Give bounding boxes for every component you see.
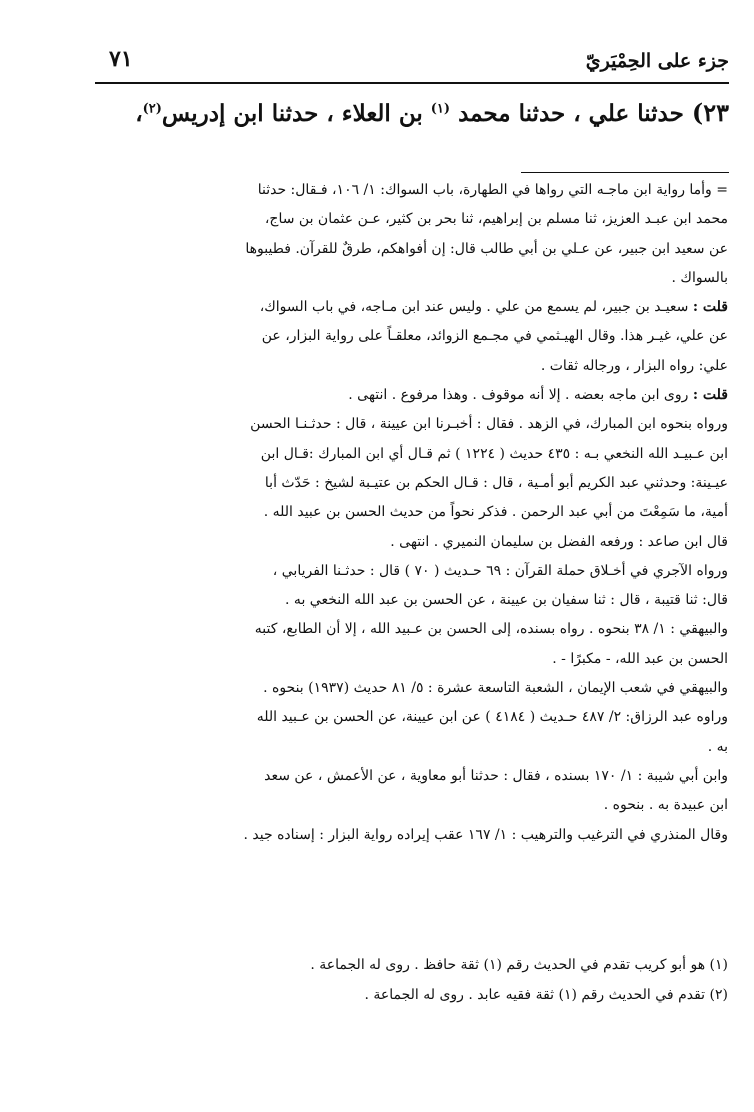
hadith-text-part-2: بن العلاء ، حدثنا ابن إدريس [161, 100, 423, 127]
running-head [95, 44, 729, 84]
commentary-line: ابن عـبيـد الله النخعي بـه : ٤٣٥ حديث ( ١٢٢٤ ) ثم قـال أي ابن المبارك :قـال ابن [260, 445, 728, 462]
commentary-line: عيـينة: وحدثني عبد الكريم أبو أمـية ، قال : قـال الحكم بن عتيـبة لشيخ : حَدّث أبا [264, 474, 728, 491]
commentary-line: قال: ثنا قتيبة ، قال : ثنا سفيان بن عيينة ، عن الحسن بن عبد الله النخعي به . [285, 592, 728, 609]
footnotes-list [60, 950, 728, 1010]
commentary-line: وقال المنذري في الترغيب والترهيب : ١/ ١٦٧ عقب إيراده رواية البزار : إسناده جيد . [243, 826, 728, 843]
footnote-2: (٢) تقدم في الحديث رقم (١) ثقة فقيه عابد . روى له الجماعة . [364, 987, 728, 1003]
commentary-line: ورواه الآجري في أخـلاق حملة القرآن : ٦٩ حـديث ( ٧٠ ) قال : حدثـنا الفريابي ، [272, 562, 728, 579]
hadith-text [60, 96, 729, 131]
commentary-line: عن سعيد ابن جبير، عن عـلي بن أبي طالب قال: إن أفواهكم، طرقٌ للقرآن. فطيبوها [245, 240, 728, 257]
qult-paragraph-2 [96, 381, 728, 410]
commentary-line: محمد ابن عبـد العزيز، ثنا مسلم بن إبراهيم، ثنا بحر بن كثير، عـن عثمان بن ساج، [264, 211, 728, 228]
commentary-line: = وأما رواية ابن ماجـه التي رواها في الطهارة، باب السواك: ١/ ١٠٦، فـقال: حدثنا [257, 182, 728, 198]
footnote-ref-1: (١) [430, 101, 451, 117]
qult-paragraph-1 [96, 293, 728, 322]
commentary-line: والبيهقي في شعب الإيمان ، الشعبة التاسعة عشرة : ٥/ ٨١ حديث (١٩٣٧) بنحوه . [263, 680, 728, 697]
qult-label: قلت : [692, 299, 728, 316]
qult-text: روى ابن ماجه بعضه . إلا أنه موقوف . وهذا مرفوع . انتهى . [348, 387, 689, 404]
qult-label: قلت : [692, 387, 728, 404]
hadith-text-part-3: ، [135, 100, 143, 127]
commentary-line: بالسواك . [671, 269, 728, 286]
commentary-line: قال ابن صاعد : ورفعه الفضل بن سليمان النميري . انتهى . [390, 533, 728, 550]
book-title: جزء على الحِمْيَريّ [585, 50, 729, 72]
commentary-line: به . [707, 738, 728, 755]
commentary-line: أمية، ما سَمِعْتَ من أبي عبد الرحمن . فذكر نحواً من حديث الحسن بن عبيد الله . [263, 504, 728, 521]
commentary-block [96, 176, 728, 850]
commentary-line: وراوه عبد الرزاق: ٢/ ٤٨٧ حـديث ( ٤١٨٤ ) عن ابن عيينة، عن الحسن بن عـبيد الله [256, 709, 728, 726]
header-rule [95, 82, 729, 84]
hadith-number: ٢٣) [691, 98, 729, 127]
footnote-separator [521, 172, 729, 173]
commentary-line: الحسن بن عبد الله، - مكبرًا - . [552, 650, 728, 667]
commentary-line: علي: رواه البزار ، ورجاله ثقات . [540, 357, 728, 374]
footnote-1: (١) هو أبو كريب تقدم في الحديث رقم (١) ثقة حافظ . روى له الجماعة . [310, 957, 728, 973]
commentary-line: ورواه بنحوه ابن المبارك، في الزهد . فقال : أخبـرنا ابن عيينة ، قال : حدثـنـا الحسن [250, 416, 728, 433]
commentary-line: وابن أبي شيبة : ١/ ١٧٠ بسنده ، فقال : حدثنا أبو معاوية ، عن الأعمش ، عن سعد [264, 767, 728, 784]
page-number: ٧١ [109, 46, 133, 72]
hadith-text-part-1: حدثنا علي ، حدثنا محمد [458, 100, 684, 127]
commentary-line: والبيهقي : ١/ ٣٨ بنحوه . رواه بسنده، إلى الحسن بن عـبيد الله ، إلا أن الطابع، كتبه [254, 621, 728, 638]
commentary-line: عن علي، غيـر هذا. وقال الهيـثمي في مجـمع الزوائد، معلقـاً على رواية البزار، عن [261, 328, 728, 345]
qult-text: سعيـد بن جبير، لم يسمع من علي . وليس عند ابن مـاجه، في باب السواك، [259, 299, 689, 316]
footnote-ref-2: (٢) [142, 101, 162, 117]
commentary-line: ابن عبيدة به . بنحوه . [603, 797, 728, 814]
